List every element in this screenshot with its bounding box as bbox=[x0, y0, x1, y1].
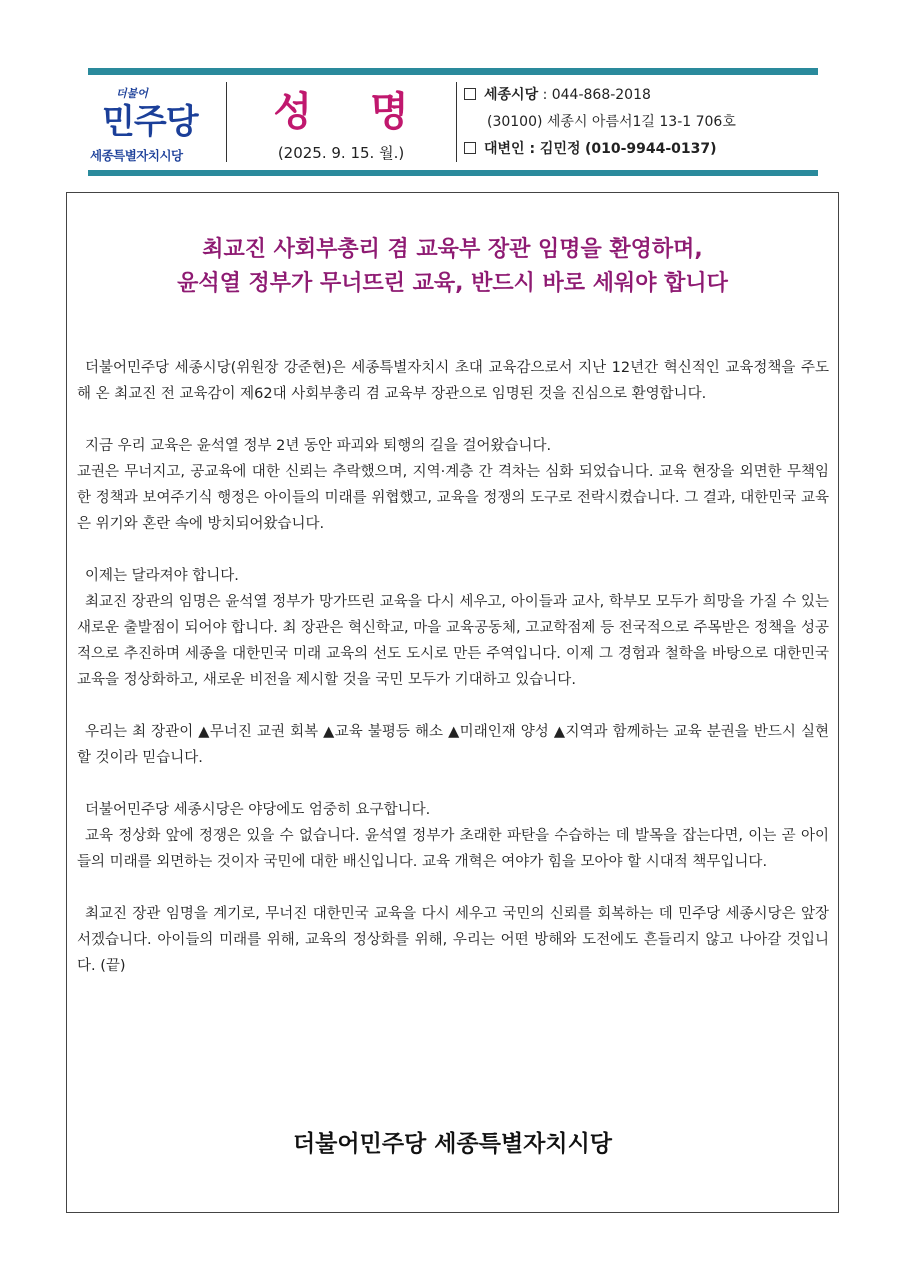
office-phone: : 044-868-2018 bbox=[542, 87, 651, 103]
paragraph-1 bbox=[77, 355, 829, 407]
office-label: 세종시당 bbox=[484, 87, 539, 103]
paragraph-line: 더불어민주당 세종시당은 야당에도 엄중히 요구합니다. bbox=[85, 802, 431, 818]
spokesperson-label: 대변인 : 김민정 bbox=[484, 141, 581, 157]
contact-address: (30100) 세종시 아름서1길 13-1 706호 bbox=[487, 114, 736, 130]
header-divider bbox=[456, 82, 457, 162]
contact-info bbox=[464, 82, 818, 163]
paragraph-line: 이제는 달라져야 합니다. bbox=[85, 568, 239, 584]
contact-line-spokesperson bbox=[464, 136, 818, 163]
checkbox-square-icon bbox=[464, 142, 476, 154]
paragraph-3 bbox=[77, 563, 829, 693]
document-date: (2025. 9. 15. 월.) bbox=[277, 144, 405, 162]
paragraph-line: 최교진 장관 임명을 계기로, 무너진 대한민국 교육을 다시 세우고 국민의 신뢰를 회복하는 데 민주당 세종시당은 앞장서겠습니다. 아이들의 미래를 위해, 교육의 정상화를 위해, 우리는 어떤 방해와 도전에도 흔들리지 않고 나아갈 것입니다. (끝) bbox=[77, 906, 829, 974]
headline bbox=[67, 233, 838, 301]
headline-line-1: 최교진 사회부총리 겸 교육부 장관 임명을 환영하며, bbox=[202, 237, 703, 262]
paragraph-line: 우리는 최 장관이 ▲무너진 교권 회복 ▲교육 불평등 해소 ▲미래인재 양성 ▲지역과 함께하는 교육 분권을 반드시 실현할 것이라 믿습니다. bbox=[77, 724, 829, 766]
paragraph-line: 최교진 장관의 임명은 윤석열 정부가 망가뜨린 교육을 다시 세우고, 아이들과 교사, 학부모 모두가 희망을 가질 수 있는 새로운 출발점이 되어야 합니다. 최 장관은 혁신학교, 마을 교육공동체, 고교학점제 등 전국적으로 주목받은 정책을 성공적으로 추진하며 세종을 대한민국 미래 교육의 선도 도시로 만든 주역입니다. 이제 그 경험과 철학을 바탕으로 대한민국 교육을 정상화하고, 새로운 비전을 제시할 것을 국민 모두가 기대하고 있습니다. bbox=[77, 594, 829, 688]
paragraph-2 bbox=[77, 433, 829, 537]
paragraph-line: 지금 우리 교육은 윤석열 정부 2년 동안 파괴와 퇴행의 길을 걸어왔습니다. bbox=[85, 438, 552, 454]
signature: 더불어민주당 세종특별자치시당 bbox=[292, 1131, 613, 1157]
party-logo bbox=[88, 80, 224, 170]
logo-main-text: 민주당 bbox=[102, 102, 198, 142]
paragraph-4 bbox=[77, 719, 829, 771]
header-top-bar bbox=[88, 68, 818, 75]
spokesperson-phone: (010-9944-0137) bbox=[584, 141, 717, 157]
headline-line-2: 윤석열 정부가 무너뜨린 교육, 반드시 바로 세워야 합니다 bbox=[177, 271, 728, 296]
press-release-header bbox=[88, 68, 818, 176]
statement-text bbox=[77, 355, 829, 1005]
contact-line-office bbox=[464, 82, 818, 109]
paragraph-line: 더불어민주당 세종시당(위원장 강준현)은 세종특별자치시 초대 교육감으로서 지난 12년간 혁신적인 교육정책을 주도해 온 최교진 전 교육감이 제62대 사회부총리 겸 교육부 장관으로 임명된 것을 진심으로 환영합니다. bbox=[77, 360, 829, 402]
paragraph-line: 교권은 무너지고, 공교육에 대한 신뢰는 추락했으며, 지역·계층 간 격차는 심화 되었습니다. 교육 현장을 외면한 무책임한 정책과 보여주기식 행정은 아이들의 미래를 위협했고, 교육을 정쟁의 도구로 전락시켰습니다. 그 결과, 대한민국 교육은 위기와 혼란 속에 방치되어왔습니다. bbox=[77, 464, 829, 532]
title-block bbox=[228, 80, 454, 170]
document-title: 성 명 bbox=[273, 89, 431, 135]
header-bottom-bar bbox=[88, 170, 818, 176]
paragraph-5 bbox=[77, 797, 829, 875]
paragraph-line: 교육 정상화 앞에 정쟁은 있을 수 없습니다. 윤석열 정부가 초래한 파탄을 수습하는 데 발목을 잡는다면, 이는 곧 아이들의 미래를 외면하는 것이자 국민에 대한 배신입니다. 교육 개혁은 여야가 힘을 모아야 할 시대적 책무입니다. bbox=[77, 828, 829, 870]
paragraph-6 bbox=[77, 901, 829, 979]
statement-body-box bbox=[66, 192, 839, 1213]
checkbox-square-icon bbox=[464, 88, 476, 100]
logo-sub-text: 세종특별자치시당 bbox=[90, 148, 183, 163]
logo-small-text: 더불어 bbox=[116, 87, 148, 100]
header-divider bbox=[226, 82, 227, 162]
